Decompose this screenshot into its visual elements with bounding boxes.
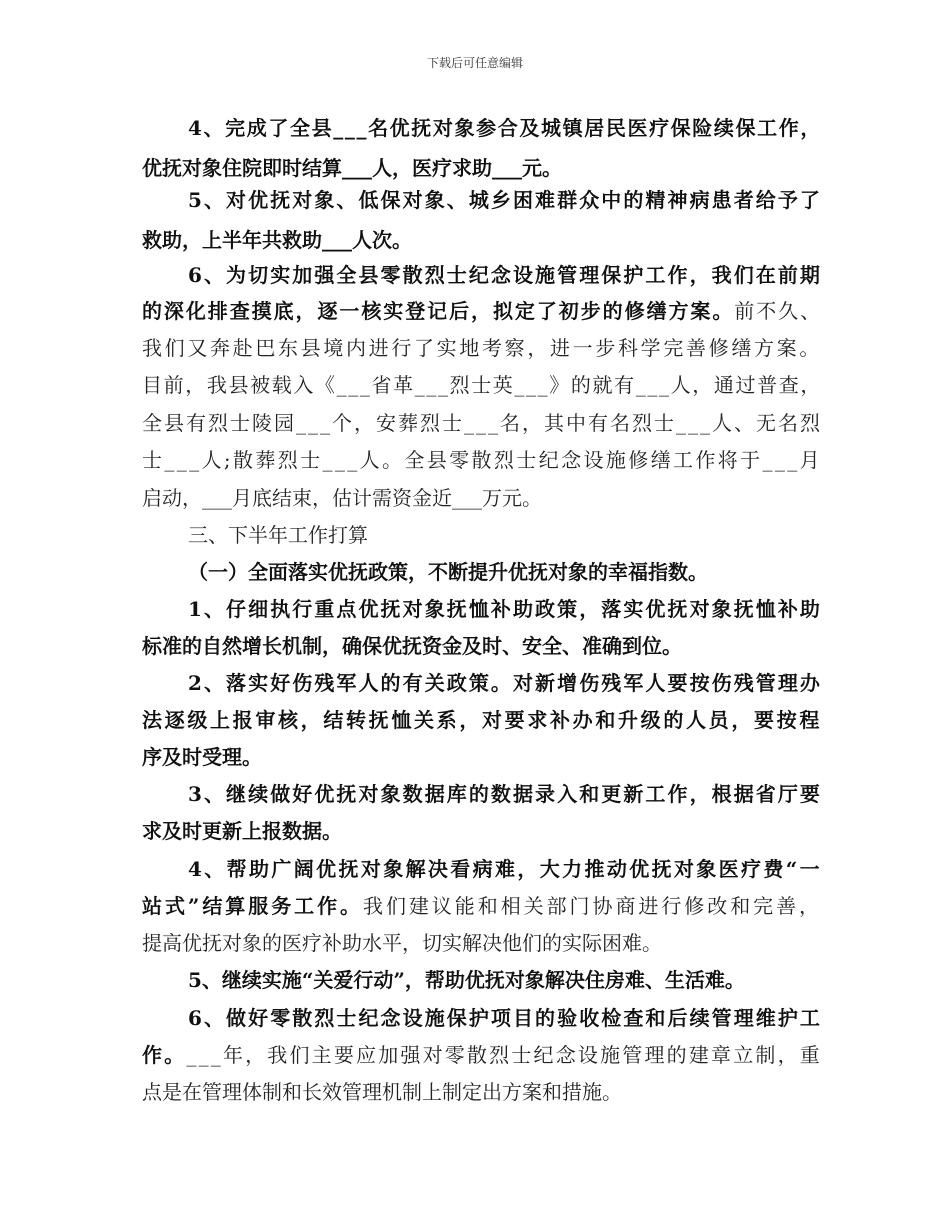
text-run: 我们又奔赴巴东县境内进行了实地考察，进一步科学完善修缮方案。 (142, 336, 822, 360)
text-line (142, 486, 542, 510)
text-run: 三、下半年工作打算 (188, 523, 368, 547)
text-run: 标准的自然增长机制，确保优抚资金及时、安全、准确到位。 (142, 634, 682, 658)
text-line (142, 931, 662, 955)
text-line (188, 782, 822, 806)
text-run: 1、仔细执行重点优抚对象抚恤补助政策，落实优抚对象抚恤补助 (188, 597, 822, 621)
text-run: 提高优抚对象的医疗补助水平，切实解决他们的实际困难。 (142, 931, 662, 955)
text-line (188, 1006, 822, 1030)
text-line (188, 597, 822, 621)
text-run: 优抚对象住院即时结算___人，医疗求助___元。 (142, 156, 562, 180)
text-run: 2、落实好伤残军人的有关政策。对新增伤残军人要按伤残管理办 (188, 671, 822, 695)
page-header: 下载后可任意编辑 (426, 56, 523, 70)
text-line (142, 448, 822, 472)
text-run: ___年，我们主要应加强对零散烈士纪念设施管理的建章立制，重 (186, 1043, 822, 1067)
text-line (188, 263, 822, 287)
text-line (188, 188, 822, 212)
text-run: 求及时更新上报数据。 (142, 819, 342, 843)
text-run: 全县有烈士陵园___个，安葬烈士___名，其中有名烈士___人、无名烈 (142, 411, 822, 435)
text-line (142, 634, 682, 658)
text-run: 救助，上半年共救助___人次。 (142, 228, 412, 252)
text-line (142, 819, 342, 843)
text-run: 5、继续实施“关爱行动”，帮助优抚对象解决住房难、生活难。 (188, 968, 745, 992)
text-line (142, 336, 822, 360)
text-run: 6、做好零散烈士纪念设施保护项目的验收检查和后续管理维护工 (188, 1006, 822, 1030)
text-line (142, 228, 412, 252)
text-line (142, 156, 562, 180)
text-run: 士___人;散葬烈士___人。全县零散烈士纪念设施修缮工作将于___月 (142, 448, 822, 472)
text-run: 6、为切实加强全县零散烈士纪念设施管理保护工作，我们在前期 (188, 263, 822, 287)
text-line (188, 671, 822, 695)
text-line (142, 1080, 622, 1104)
text-run: 点是在管理体制和长效管理机制上制定出方案和措施。 (142, 1080, 622, 1104)
text-run: 3、继续做好优抚对象数据库的数据录入和更新工作，根据省厅要 (188, 782, 822, 806)
text-line (142, 299, 822, 323)
text-line (188, 968, 745, 992)
text-run: 我们建议能和相关部门协商进行修改和完善， (363, 894, 822, 918)
text-run: 法逐级上报审核，结转抚恤关系，对要求补办和升级的人员，要按程 (142, 708, 822, 732)
text-run: 启动，___月底结束，估计需资金近___万元。 (142, 486, 542, 510)
text-line (142, 894, 822, 918)
text-line (188, 523, 368, 547)
text-line (188, 560, 708, 584)
text-run: 前不久、 (734, 299, 823, 323)
text-run: 站式”结算服务工作。 (142, 894, 363, 918)
text-run: 4、帮助广阔优抚对象解决看病难，大力推动优抚对象医疗费“一 (188, 857, 822, 881)
text-line (142, 373, 822, 397)
text-line (142, 708, 822, 732)
text-run: 4、完成了全县___名优抚对象参合及城镇居民医疗保险续保工作， (188, 116, 822, 140)
text-run: （一）全面落实优抚政策，不断提升优抚对象的幸福指数。 (188, 560, 708, 584)
text-run: 作。 (142, 1043, 187, 1067)
text-line (142, 411, 822, 435)
text-run: 目前，我县被载入《___省革___烈士英___》的就有___人，通过普查， (142, 373, 822, 397)
text-run: 序及时受理。 (142, 745, 262, 769)
text-run: 的深化排查摸底，逐一核实登记后，拟定了初步的修缮方案。 (142, 299, 735, 323)
text-line (142, 745, 262, 769)
text-line (188, 116, 822, 140)
text-line (142, 1043, 822, 1067)
text-line (188, 857, 822, 881)
text-run: 5、对优抚对象、低保对象、城乡困难群众中的精神病患者给予了 (188, 188, 822, 212)
